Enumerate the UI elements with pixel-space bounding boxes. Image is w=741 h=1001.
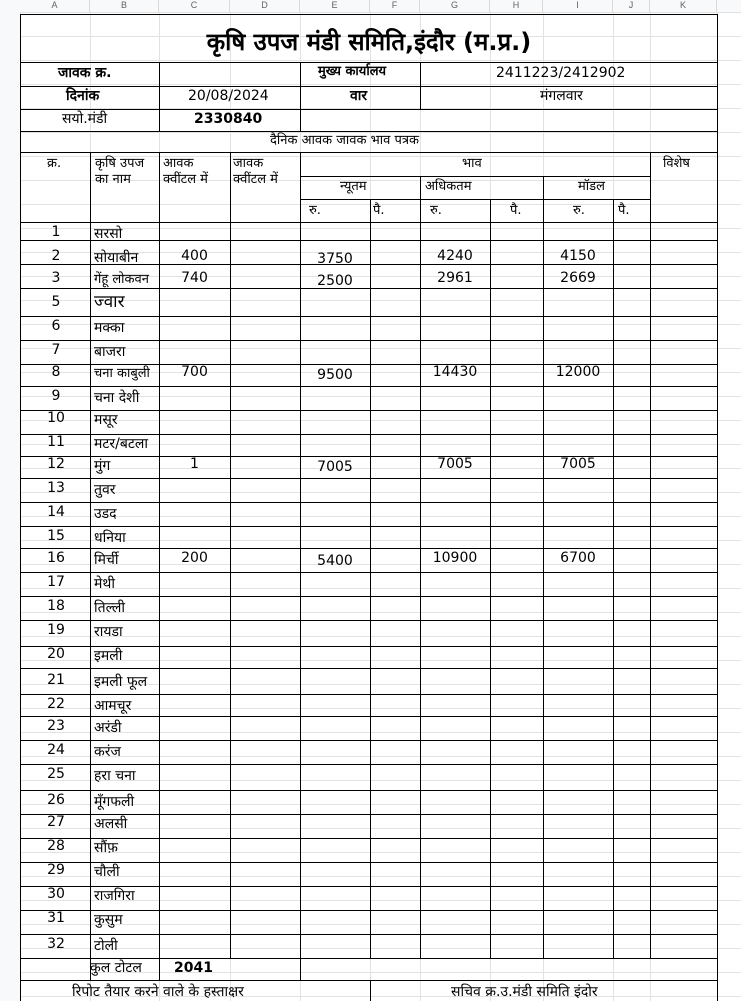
column-header-f[interactable]: F [370, 0, 420, 12]
border-line [370, 199, 371, 958]
sayo-mandi-label: सयो.मंडी [62, 111, 108, 127]
row-number: 25 [47, 766, 65, 782]
row-number: 28 [47, 838, 65, 854]
crop-name: चना देशी [94, 390, 140, 406]
mukhya-karyalay-label: मुख्य कार्यालय [318, 64, 387, 79]
border-line [20, 646, 717, 647]
crop-name: अलसी [94, 816, 128, 832]
max-rate-value[interactable]: 10900 [432, 550, 478, 566]
min-rate-value[interactable]: 2500 [317, 273, 353, 289]
gridline [20, 228, 741, 229]
header-nyuntam-ru: रु. [309, 203, 321, 218]
crop-name: मूँगफली [94, 794, 135, 810]
border-line [20, 86, 717, 87]
gridline [20, 660, 741, 661]
header-adhiktam-ru: रु. [430, 203, 442, 218]
header-bhav: भाव [462, 156, 482, 171]
gridline [20, 420, 741, 421]
border-line [20, 694, 717, 695]
border-line [20, 526, 717, 527]
border-line [20, 222, 717, 223]
crop-name: सौंफ़ [94, 840, 118, 856]
row-number: 12 [47, 456, 65, 472]
border-line [20, 764, 717, 765]
border-line [20, 862, 717, 863]
row-number: 31 [47, 910, 65, 926]
border-line [20, 62, 717, 63]
crop-name: इमली [94, 648, 123, 664]
gridline [20, 12, 741, 13]
row-number: 1 [51, 224, 61, 240]
crop-name: तुवर [94, 482, 116, 498]
row-number: 9 [51, 388, 61, 404]
crop-name: सोयाबीन [94, 250, 139, 266]
gridline [20, 852, 741, 853]
border-line [20, 340, 717, 341]
border-line [420, 176, 421, 958]
max-rate-value[interactable]: 2961 [437, 270, 473, 286]
crop-name: रायडा [94, 624, 123, 640]
border-line [20, 14, 717, 15]
row-number: 21 [47, 672, 65, 688]
column-header-g[interactable]: G [420, 0, 490, 12]
border-line [543, 176, 544, 958]
footer-secretary-label: सचिव क्र.उ.मंडी समिति इंदोर [451, 984, 598, 1000]
gridline [20, 876, 741, 877]
column-header-c[interactable]: C [159, 0, 230, 12]
border-line [159, 62, 160, 131]
border-line [370, 980, 371, 1001]
column-header-a[interactable]: A [20, 0, 90, 12]
header-kr: क्र. [47, 156, 62, 171]
border-line [20, 386, 717, 387]
gridline [20, 348, 741, 349]
border-line [300, 199, 650, 200]
header-vishesh: विशेष [663, 156, 690, 171]
total-value[interactable]: 2041 [174, 960, 213, 976]
row-number: 7 [51, 342, 61, 358]
model-rate-value[interactable]: 2669 [560, 270, 596, 286]
row-number: 16 [47, 550, 65, 566]
gridline [20, 324, 741, 325]
page-title: कृषि उपज मंडी समिति,इंदौर (म.प्र.) [206, 28, 532, 56]
date-label: दिनांक [66, 88, 100, 104]
crop-name: करंज [94, 744, 121, 760]
crop-name: मेथी [94, 576, 115, 592]
date-value[interactable]: 20/08/2024 [188, 88, 269, 104]
border-line [20, 790, 717, 791]
header-model: मॉडल [578, 179, 605, 194]
max-rate-value[interactable]: 7005 [437, 456, 473, 472]
aavak-value[interactable]: 1 [190, 456, 199, 472]
max-rate-value[interactable]: 4240 [437, 248, 473, 264]
column-header-b[interactable]: B [90, 0, 159, 12]
row-number: 13 [47, 480, 65, 496]
crop-name: चना काबुली [94, 366, 150, 381]
row-number: 5 [51, 294, 61, 310]
row-number: 29 [47, 862, 65, 878]
border-line [20, 934, 717, 935]
gridline [20, 60, 741, 61]
column-header-k[interactable]: K [650, 0, 717, 12]
header-aavak: आवक क्वींटल में [163, 156, 208, 187]
row-number: 30 [47, 886, 65, 902]
min-rate-value[interactable]: 3750 [317, 251, 353, 267]
gridline [20, 468, 741, 469]
row-number: 8 [51, 364, 61, 380]
border-line [20, 240, 717, 241]
border-line [20, 109, 717, 110]
row-number: 6 [51, 318, 61, 334]
header-nyuntam-pai: पै. [373, 203, 385, 218]
crop-name: हरा चना [94, 768, 136, 784]
header-adhiktam: अधिकतम [425, 179, 472, 194]
gridline [20, 300, 741, 301]
border-line [20, 910, 717, 911]
header-nyuntam: न्यूतम [340, 179, 367, 194]
model-rate-value[interactable]: 6700 [560, 550, 596, 566]
table-subtitle: दैनिक आवक जावक भाव पत्रक [270, 133, 419, 148]
aavak-value[interactable]: 740 [181, 270, 208, 286]
crop-name: उडद [94, 506, 117, 522]
row-number: 18 [47, 598, 65, 614]
border-line [20, 980, 717, 981]
border-line [20, 478, 717, 479]
row-number: 32 [47, 936, 65, 952]
crop-name: मसूर [94, 412, 118, 428]
gridline [20, 756, 741, 757]
aavak-value[interactable]: 700 [181, 364, 208, 380]
gridline [20, 492, 741, 493]
row-number: 19 [47, 622, 65, 638]
border-line [20, 572, 717, 573]
row-number: 17 [47, 574, 65, 590]
crop-name: धनिया [94, 530, 126, 546]
border-line [300, 176, 650, 177]
border-line [20, 814, 717, 815]
row-number: 22 [47, 696, 65, 712]
gridline [20, 924, 741, 925]
crop-name: सरसो [94, 226, 123, 242]
border-line [20, 152, 717, 153]
crop-name: कुसुम [94, 912, 123, 928]
var-value[interactable]: मंगलवार [540, 88, 583, 104]
header-upaj: कृषि उपज का नाम [95, 156, 145, 187]
column-header-e[interactable]: E [300, 0, 370, 12]
total-label: कुल टोटल [90, 960, 142, 976]
gridline [20, 732, 741, 733]
border-line [490, 199, 491, 958]
border-line [20, 502, 717, 503]
column-header-j[interactable]: J [613, 0, 650, 12]
crop-name: राजगिरा [94, 888, 135, 904]
crop-name: ज्वार [94, 292, 125, 312]
crop-name: मिर्ची [94, 552, 119, 568]
border-line [20, 620, 717, 621]
row-number: 3 [51, 270, 61, 286]
min-rate-value[interactable]: 9500 [317, 367, 353, 383]
row-header-bar [0, 12, 21, 1001]
border-line [20, 886, 717, 887]
crop-name: मटर/बटला [94, 436, 149, 452]
crop-name: तिल्ली [94, 600, 126, 616]
gridline [20, 564, 741, 565]
sayo-mandi-value[interactable]: 2330840 [194, 111, 263, 127]
border-line [717, 14, 718, 1001]
phone-numbers[interactable]: 2411223/2412902 [496, 65, 626, 81]
border-line [20, 548, 717, 549]
aavak-value[interactable]: 400 [181, 248, 208, 264]
gridline [20, 828, 741, 829]
header-model-pai: पै. [618, 203, 630, 218]
header-model-ru: रु. [573, 203, 585, 218]
min-rate-value[interactable]: 5400 [317, 553, 353, 569]
gridline [20, 84, 741, 85]
row-number: 23 [47, 718, 65, 734]
border-line [20, 838, 717, 839]
row-number: 14 [47, 504, 65, 520]
row-number: 24 [47, 742, 65, 758]
max-rate-value[interactable]: 14430 [432, 364, 478, 380]
aavak-value[interactable]: 200 [181, 550, 208, 566]
column-header-h[interactable]: H [490, 0, 543, 12]
var-label: वार [350, 88, 368, 104]
border-line [20, 316, 717, 317]
border-line [20, 668, 717, 669]
crop-name: मक्का [94, 320, 125, 336]
crop-name: अरंडी [94, 720, 122, 736]
border-line [90, 152, 91, 980]
crop-name: आमचूर [94, 698, 132, 714]
border-line [20, 410, 717, 411]
model-rate-value[interactable]: 7005 [560, 456, 596, 472]
row-number: 2 [51, 248, 61, 264]
border-line [20, 716, 717, 717]
crop-name: मुंग [94, 458, 111, 474]
border-line [20, 434, 717, 435]
model-rate-value[interactable]: 4150 [560, 248, 596, 264]
row-number: 26 [47, 792, 65, 808]
border-line [20, 740, 717, 741]
gridline [20, 588, 741, 589]
footer-signature-label: रिपोट तैयार करने वाले के हस्ताक्षर [72, 984, 244, 1000]
column-header-i[interactable]: I [543, 0, 613, 12]
border-line [20, 596, 717, 597]
border-line [420, 62, 421, 109]
row-number: 27 [47, 814, 65, 830]
row-number: 15 [47, 528, 65, 544]
row-number: 11 [47, 434, 65, 450]
border-line [613, 199, 614, 958]
gridline [20, 636, 741, 637]
gridline [20, 612, 741, 613]
column-header-d[interactable]: D [230, 0, 300, 12]
border-line [20, 14, 21, 1001]
row-number: 20 [47, 646, 65, 662]
crop-name: बाजरा [94, 344, 126, 360]
crop-name: इमली फूल [94, 674, 148, 690]
border-line [20, 131, 717, 132]
model-rate-value[interactable]: 12000 [555, 364, 601, 380]
min-rate-value[interactable]: 7005 [317, 459, 353, 475]
gridline [20, 540, 741, 541]
header-adhiktam-pai: पै. [510, 203, 522, 218]
gridline [20, 516, 741, 517]
javak-label: जावक क्र. [58, 65, 112, 81]
crop-name: गेंहू लोकवन [94, 272, 149, 287]
border-line [20, 958, 717, 959]
crop-name: चौली [94, 864, 120, 880]
header-javak: जावक क्वींटल में [233, 156, 278, 187]
gridline [20, 948, 741, 949]
row-number: 10 [47, 410, 65, 426]
border-line [300, 62, 301, 131]
crop-name: टोली [94, 938, 118, 954]
